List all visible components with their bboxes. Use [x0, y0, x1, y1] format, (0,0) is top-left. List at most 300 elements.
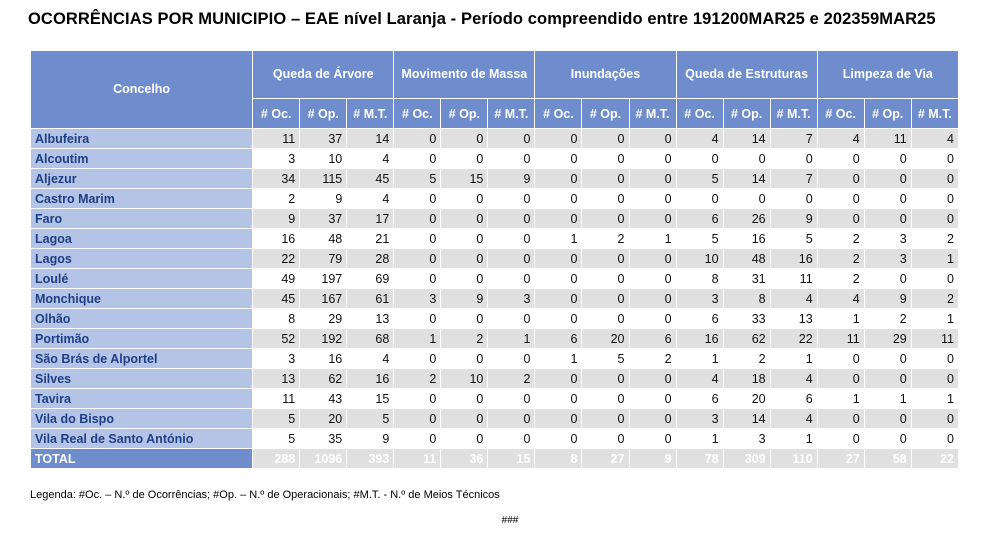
concelho-name: Albufeira: [31, 129, 253, 149]
table-cell: 0: [582, 289, 629, 309]
table-cell: 31: [723, 269, 770, 289]
table-cell: 0: [911, 189, 958, 209]
table-cell: 192: [300, 329, 347, 349]
table-row: [31, 389, 959, 409]
table-cell: 5: [582, 349, 629, 369]
total-cell: 309: [723, 449, 770, 469]
table-cell: 3: [723, 429, 770, 449]
table-cell: 0: [817, 429, 864, 449]
table-cell: 48: [723, 249, 770, 269]
table-cell: 62: [723, 329, 770, 349]
table-cell: 0: [723, 149, 770, 169]
table-cell: 11: [817, 329, 864, 349]
table-cell: 11: [864, 129, 911, 149]
table-cell: 3: [394, 289, 441, 309]
table-cell: 6: [676, 309, 723, 329]
table-cell: 0: [629, 129, 676, 149]
table-cell: 4: [770, 409, 817, 429]
table-cell: 11: [770, 269, 817, 289]
table-cell: 35: [300, 429, 347, 449]
table-row: [31, 329, 959, 349]
header-group-queda-arvore: Queda de Árvore: [253, 51, 394, 99]
table-cell: 18: [723, 369, 770, 389]
table-cell: 3: [864, 249, 911, 269]
table-cell: 7: [770, 169, 817, 189]
table-cell: 0: [629, 149, 676, 169]
table-cell: 9: [441, 289, 488, 309]
subheader-cell: # M.T.: [911, 99, 958, 129]
table-cell: 0: [488, 309, 535, 329]
table-cell: 0: [817, 189, 864, 209]
table-cell: 0: [535, 249, 582, 269]
table-cell: 1: [394, 329, 441, 349]
table-row: [31, 149, 959, 169]
total-cell: 15: [488, 449, 535, 469]
total-cell: 27: [582, 449, 629, 469]
table-cell: 0: [488, 149, 535, 169]
table-cell: 3: [676, 289, 723, 309]
table-cell: 62: [300, 369, 347, 389]
table-cell: 0: [441, 269, 488, 289]
table-cell: 11: [253, 129, 300, 149]
table-cell: 0: [582, 189, 629, 209]
table-cell: 197: [300, 269, 347, 289]
table-cell: 0: [629, 169, 676, 189]
table-cell: 0: [441, 229, 488, 249]
table-cell: 10: [441, 369, 488, 389]
table-cell: 0: [911, 209, 958, 229]
table-cell: 2: [488, 369, 535, 389]
table-cell: 4: [347, 349, 394, 369]
table-cell: 1: [488, 329, 535, 349]
table-cell: 14: [723, 169, 770, 189]
table-cell: 2: [817, 249, 864, 269]
table-cell: 0: [535, 189, 582, 209]
table-cell: 1: [535, 349, 582, 369]
concelho-name: Vila do Bispo: [31, 409, 253, 429]
table-cell: 16: [253, 229, 300, 249]
table-row: [31, 289, 959, 309]
table-cell: 9: [253, 209, 300, 229]
header-group-inundacoes: Inundações: [535, 51, 676, 99]
table-cell: 0: [629, 389, 676, 409]
table-cell: 0: [723, 189, 770, 209]
table-cell: 22: [770, 329, 817, 349]
table-cell: 0: [394, 229, 441, 249]
table-cell: 1: [817, 389, 864, 409]
table-cell: 5: [347, 409, 394, 429]
table-cell: 1: [911, 389, 958, 409]
table-cell: 2: [911, 229, 958, 249]
table-row: [31, 189, 959, 209]
table-cell: 0: [441, 349, 488, 369]
table-cell: 0: [629, 269, 676, 289]
table-cell: 0: [488, 209, 535, 229]
table-cell: 16: [770, 249, 817, 269]
concelho-name: Aljezur: [31, 169, 253, 189]
table-cell: 2: [817, 269, 864, 289]
table-cell: 33: [723, 309, 770, 329]
table-cell: 0: [394, 149, 441, 169]
table-cell: 26: [723, 209, 770, 229]
table-cell: 0: [582, 409, 629, 429]
table-cell: 6: [676, 209, 723, 229]
table-cell: 9: [488, 169, 535, 189]
table-cell: 13: [253, 369, 300, 389]
header-group-limpeza-via: Limpeza de Via: [817, 51, 958, 99]
table-cell: 0: [629, 429, 676, 449]
total-cell: 1096: [300, 449, 347, 469]
table-cell: 0: [441, 409, 488, 429]
table-cell: 1: [911, 249, 958, 269]
subheader-cell: # Oc.: [535, 99, 582, 129]
table-cell: 28: [347, 249, 394, 269]
table-cell: 0: [629, 249, 676, 269]
table-cell: 0: [488, 189, 535, 209]
total-cell: 22: [911, 449, 958, 469]
table-cell: 0: [488, 249, 535, 269]
table-cell: 0: [911, 349, 958, 369]
subheader-cell: # Oc.: [253, 99, 300, 129]
table-cell: 5: [676, 229, 723, 249]
table-cell: 0: [441, 309, 488, 329]
table-row: [31, 129, 959, 149]
subheader-cell: # Oc.: [394, 99, 441, 129]
table-cell: 52: [253, 329, 300, 349]
total-cell: 58: [864, 449, 911, 469]
table-cell: 0: [629, 189, 676, 209]
table-cell: 0: [394, 309, 441, 329]
table-cell: 61: [347, 289, 394, 309]
table-cell: 0: [488, 269, 535, 289]
concelho-name: São Brás de Alportel: [31, 349, 253, 369]
table-cell: 2: [911, 289, 958, 309]
table-cell: 45: [253, 289, 300, 309]
table-cell: 1: [770, 349, 817, 369]
table-cell: 0: [394, 129, 441, 149]
table-cell: 0: [394, 349, 441, 369]
table-cell: 4: [817, 129, 864, 149]
table-cell: 0: [864, 189, 911, 209]
table-cell: 1: [864, 389, 911, 409]
table-cell: 0: [911, 169, 958, 189]
table-cell: 0: [864, 209, 911, 229]
table-row: [31, 229, 959, 249]
table-cell: 37: [300, 129, 347, 149]
concelho-name: Portimão: [31, 329, 253, 349]
table-cell: 69: [347, 269, 394, 289]
table-cell: 20: [582, 329, 629, 349]
subheader-cell: # M.T.: [770, 99, 817, 129]
table-cell: 0: [488, 229, 535, 249]
concelho-name: Lagos: [31, 249, 253, 269]
table-cell: 0: [488, 429, 535, 449]
table-cell: 8: [253, 309, 300, 329]
table-cell: 0: [394, 269, 441, 289]
table-cell: 1: [535, 229, 582, 249]
table-cell: 68: [347, 329, 394, 349]
subheader-cell: # M.T.: [488, 99, 535, 129]
table-cell: 16: [347, 369, 394, 389]
subheader-cell: # Op.: [723, 99, 770, 129]
table-cell: 43: [300, 389, 347, 409]
subheader-cell: # M.T.: [347, 99, 394, 129]
table-cell: 1: [770, 429, 817, 449]
table-cell: 9: [347, 429, 394, 449]
total-label: TOTAL: [31, 449, 253, 469]
total-row: [31, 449, 959, 469]
table-cell: 9: [300, 189, 347, 209]
table-cell: 5: [253, 429, 300, 449]
subheader-cell: # Oc.: [676, 99, 723, 129]
table-cell: 14: [723, 409, 770, 429]
table-cell: 0: [488, 349, 535, 369]
legend: Legenda: #Oc. – N.º de Ocorrências; #Op. – N.º de Operacionais; #M.T. - N.º de Meios Técnicos: [30, 489, 500, 501]
total-cell: 110: [770, 449, 817, 469]
table-cell: 0: [441, 429, 488, 449]
concelho-name: Tavira: [31, 389, 253, 409]
table-cell: 0: [817, 409, 864, 429]
header-concelho: Concelho: [31, 51, 253, 129]
concelho-name: Alcoutim: [31, 149, 253, 169]
table-row: [31, 409, 959, 429]
table-cell: 13: [347, 309, 394, 329]
total-cell: 288: [253, 449, 300, 469]
table-cell: 14: [347, 129, 394, 149]
table-cell: 79: [300, 249, 347, 269]
table-cell: 2: [864, 309, 911, 329]
table-cell: 0: [488, 409, 535, 429]
table-cell: 0: [864, 349, 911, 369]
total-cell: 8: [535, 449, 582, 469]
table-cell: 0: [535, 169, 582, 189]
subheader-cell: # Op.: [582, 99, 629, 129]
table-row: [31, 309, 959, 329]
header-group-queda-estruturas: Queda de Estruturas: [676, 51, 817, 99]
table-cell: 6: [535, 329, 582, 349]
table-cell: 0: [441, 209, 488, 229]
table-cell: 0: [864, 269, 911, 289]
table-cell: 0: [441, 149, 488, 169]
table-cell: 3: [676, 409, 723, 429]
total-cell: 78: [676, 449, 723, 469]
table-cell: 16: [676, 329, 723, 349]
subheader-cell: # Op.: [300, 99, 347, 129]
table-cell: 0: [582, 169, 629, 189]
concelho-name: Faro: [31, 209, 253, 229]
concelho-name: Lagoa: [31, 229, 253, 249]
table-cell: 2: [723, 349, 770, 369]
table-cell: 0: [817, 369, 864, 389]
table-cell: 0: [582, 209, 629, 229]
table-cell: 45: [347, 169, 394, 189]
table-cell: 4: [676, 129, 723, 149]
table-cell: 10: [676, 249, 723, 269]
table-cell: 0: [488, 129, 535, 149]
table-row: [31, 429, 959, 449]
table-cell: 0: [535, 429, 582, 449]
table-cell: 0: [629, 409, 676, 429]
table-cell: 0: [582, 369, 629, 389]
concelho-name: Loulé: [31, 269, 253, 289]
table-cell: 15: [441, 169, 488, 189]
table-cell: 0: [817, 349, 864, 369]
table-cell: 8: [723, 289, 770, 309]
table-cell: 5: [770, 229, 817, 249]
concelho-name: Vila Real de Santo António: [31, 429, 253, 449]
table-cell: 0: [441, 189, 488, 209]
table-cell: 0: [817, 149, 864, 169]
table-cell: 15: [347, 389, 394, 409]
table-cell: 20: [723, 389, 770, 409]
table-cell: 115: [300, 169, 347, 189]
table-row: [31, 349, 959, 369]
table-cell: 14: [723, 129, 770, 149]
table-cell: 0: [535, 309, 582, 329]
table-cell: 16: [300, 349, 347, 369]
table-body: [31, 129, 959, 469]
table-cell: 8: [676, 269, 723, 289]
table-cell: 0: [582, 389, 629, 409]
table-cell: 0: [629, 369, 676, 389]
table-cell: 3: [864, 229, 911, 249]
subheader-cell: # Op.: [441, 99, 488, 129]
table-cell: 0: [864, 169, 911, 189]
table-cell: 6: [629, 329, 676, 349]
table-cell: 0: [535, 409, 582, 429]
table-cell: 4: [347, 149, 394, 169]
table-row: [31, 249, 959, 269]
table-cell: 9: [864, 289, 911, 309]
total-cell: 11: [394, 449, 441, 469]
table-cell: 3: [488, 289, 535, 309]
table-cell: 0: [629, 209, 676, 229]
table-cell: 0: [582, 309, 629, 329]
table-cell: 17: [347, 209, 394, 229]
table-cell: 16: [723, 229, 770, 249]
table-cell: 22: [253, 249, 300, 269]
table-cell: 48: [300, 229, 347, 249]
table-cell: 10: [300, 149, 347, 169]
table-cell: 0: [911, 429, 958, 449]
table-cell: 0: [394, 249, 441, 269]
table-cell: 11: [911, 329, 958, 349]
total-cell: 36: [441, 449, 488, 469]
table-cell: 2: [582, 229, 629, 249]
table-cell: 2: [253, 189, 300, 209]
table-cell: 0: [582, 149, 629, 169]
table-cell: 0: [394, 209, 441, 229]
concelho-name: Olhão: [31, 309, 253, 329]
table-cell: 0: [676, 189, 723, 209]
table-cell: 29: [864, 329, 911, 349]
table-row: [31, 209, 959, 229]
table-row: [31, 369, 959, 389]
table-cell: 0: [911, 149, 958, 169]
table-cell: 0: [535, 289, 582, 309]
table-cell: 1: [817, 309, 864, 329]
table-row: [31, 169, 959, 189]
table-cell: 1: [629, 229, 676, 249]
table-cell: 1: [676, 349, 723, 369]
concelho-name: Silves: [31, 369, 253, 389]
occurrences-table: [30, 50, 959, 469]
table-cell: 5: [676, 169, 723, 189]
table-cell: 0: [864, 149, 911, 169]
table-cell: 5: [394, 169, 441, 189]
table-cell: 0: [535, 129, 582, 149]
subheader-cell: # Oc.: [817, 99, 864, 129]
total-cell: 393: [347, 449, 394, 469]
table-cell: 7: [770, 129, 817, 149]
table-cell: 0: [582, 249, 629, 269]
header-group-movimento-massa: Movimento de Massa: [394, 51, 535, 99]
table-cell: 4: [911, 129, 958, 149]
table-cell: 49: [253, 269, 300, 289]
table-cell: 1: [676, 429, 723, 449]
concelho-name: Castro Marim: [31, 189, 253, 209]
subheader-cell: # Op.: [864, 99, 911, 129]
table-cell: 0: [817, 209, 864, 229]
table-cell: 4: [817, 289, 864, 309]
table-cell: 0: [911, 369, 958, 389]
table-cell: 0: [864, 409, 911, 429]
table-cell: 2: [441, 329, 488, 349]
table-cell: 0: [582, 129, 629, 149]
table-cell: 0: [535, 389, 582, 409]
table-cell: 0: [441, 249, 488, 269]
table-cell: 0: [441, 389, 488, 409]
total-cell: 9: [629, 449, 676, 469]
table-cell: 4: [676, 369, 723, 389]
table-cell: 3: [253, 349, 300, 369]
page-title: OCORRÊNCIAS POR MUNICIPIO – EAE nível Laranja - Período compreendido entre 191200MAR25 e 202359MAR25: [28, 10, 936, 28]
table-cell: 0: [394, 389, 441, 409]
table-row: [31, 269, 959, 289]
table-cell: 0: [535, 209, 582, 229]
table-cell: 34: [253, 169, 300, 189]
table-cell: 0: [864, 369, 911, 389]
table-cell: 0: [864, 429, 911, 449]
table-cell: 0: [770, 189, 817, 209]
table-cell: 2: [394, 369, 441, 389]
table-cell: 4: [770, 289, 817, 309]
table-cell: 2: [817, 229, 864, 249]
table-cell: 0: [582, 429, 629, 449]
table-cell: 0: [394, 409, 441, 429]
table-cell: 0: [488, 389, 535, 409]
table-cell: 167: [300, 289, 347, 309]
table-cell: 4: [770, 369, 817, 389]
table-cell: 4: [347, 189, 394, 209]
end-mark: ###: [501, 515, 519, 526]
table-cell: 3: [253, 149, 300, 169]
table-cell: 0: [535, 149, 582, 169]
table-cell: 2: [629, 349, 676, 369]
table-cell: 0: [394, 189, 441, 209]
table-cell: 5: [253, 409, 300, 429]
table-cell: 13: [770, 309, 817, 329]
table-cell: 37: [300, 209, 347, 229]
table-cell: 29: [300, 309, 347, 329]
total-cell: 27: [817, 449, 864, 469]
table-cell: 6: [770, 389, 817, 409]
table-cell: 20: [300, 409, 347, 429]
table-cell: 0: [582, 269, 629, 289]
table-cell: 1: [911, 309, 958, 329]
table-cell: 0: [441, 129, 488, 149]
table-cell: 0: [911, 409, 958, 429]
